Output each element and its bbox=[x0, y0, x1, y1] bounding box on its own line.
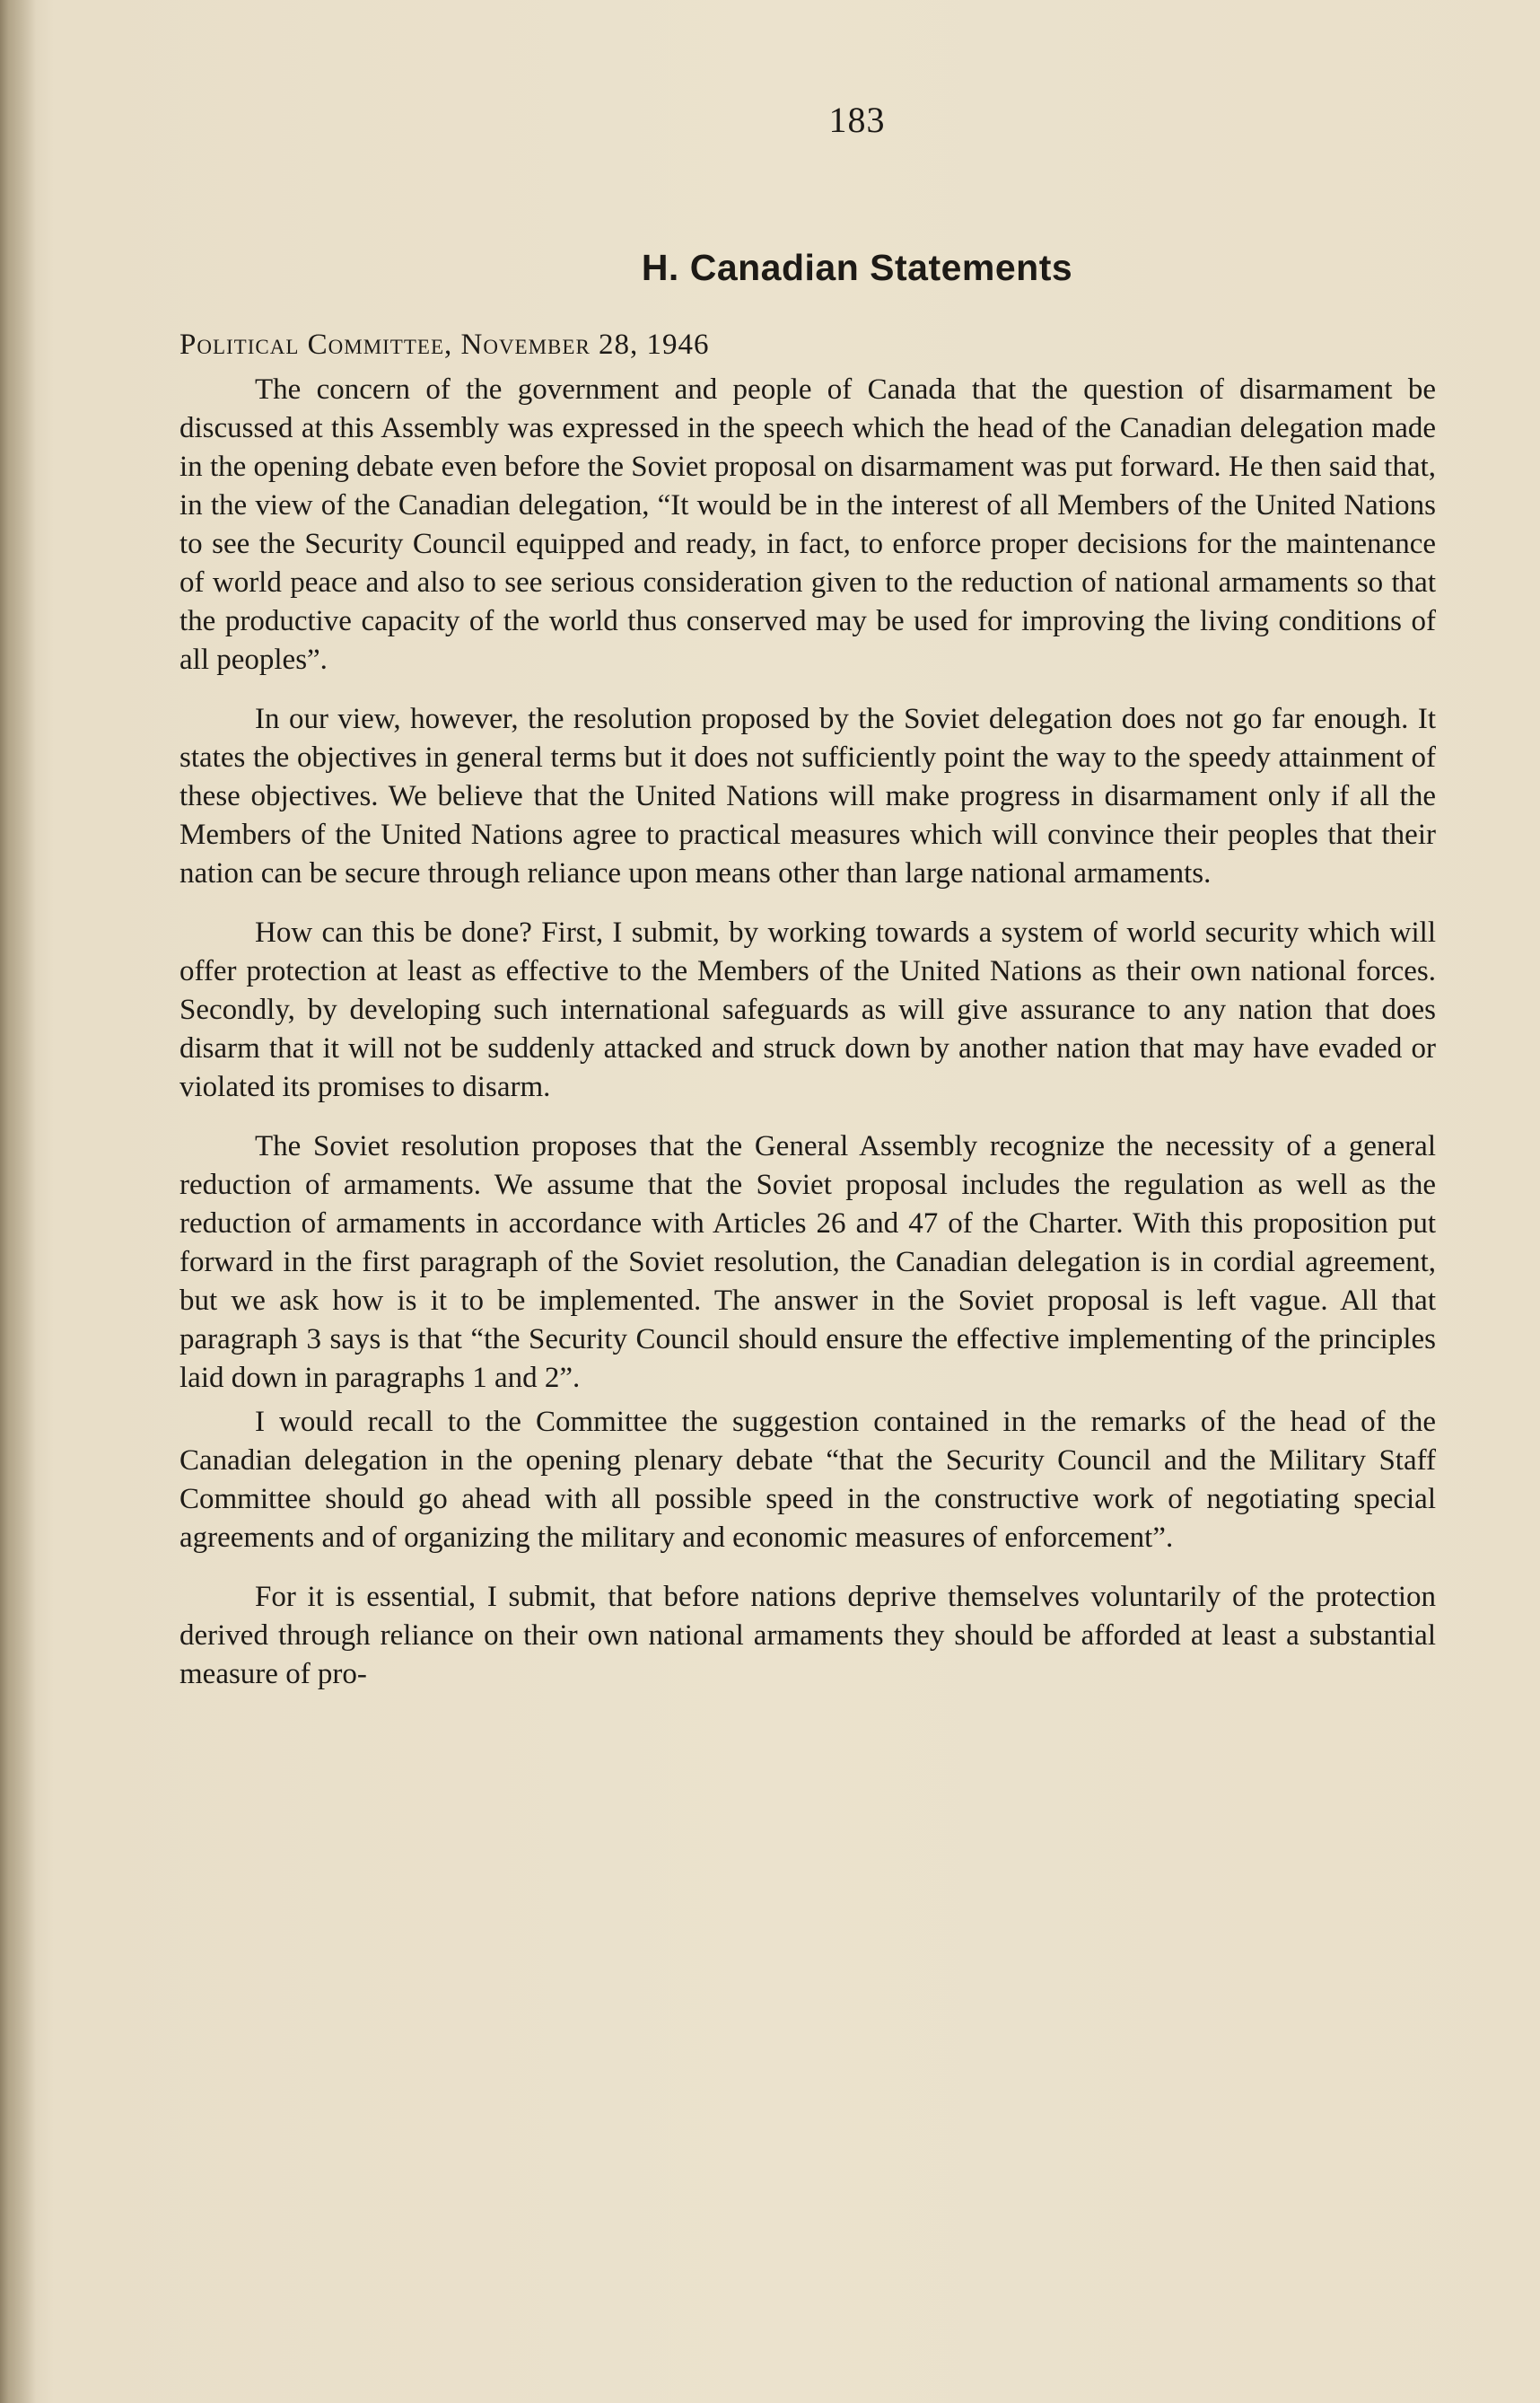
paragraph-5: I would recall to the Committee the suggestion contained in the remarks of the head of the Canadian delegation in the opening plenary debate “that the Security Council and the Military Staff Committee should go ahead with all possible speed in the constructive work of negotiating special agreements and of organizing the military and economic measures of enforcement”. bbox=[179, 1406, 1436, 1554]
section-title: H. Canadian Statements bbox=[641, 247, 1073, 288]
page-number: 183 bbox=[828, 100, 886, 140]
paragraph-4: The Soviet resolution proposes that the General Assembly recognize the necessity of a general reduction of armaments. We assume that the Soviet proposal includes the regulation as well as the reduction of armaments in accordance with Articles 26 and 47 of the Charter. With this proposition put forward in the first paragraph of the Soviet resolution, the Canadian delegation is in cordial agreement, but we ask how is it to be implemented. The answer in the Soviet proposal is left vague. All that paragraph 3 says is that “the Security Council should ensure the effective implementing of the principles laid down in paragraphs 1 and 2”. bbox=[179, 1130, 1436, 1394]
binding-edge bbox=[0, 0, 36, 2403]
paragraph-3: How can this be done? First, I submit, by working towards a system of world security which will offer protection at least as effective to the Members of the United Nations as their own national forces. Secondly, by developing such international safeguards as will give assurance to any nation that does disarm that it will not be suddenly attacked and struck down by another nation that may have evaded or violated its promises to disarm. bbox=[179, 916, 1436, 1103]
subheading: Political Committee, November 28, 1946 bbox=[179, 329, 710, 361]
paragraph-1: The concern of the government and people of Canada that the question of disarmament be discussed at this Assembly was expressed in the speech which the head of the Canadian delegation made in the opening debate even before the Soviet proposal on disarmament was put forward. He then said that, in the view of the Canadian delegation, “It would be in the interest of all Members of the United Nations to see the Security Council equipped and ready, in fact, to enforce proper decisions for the maintenance of world peace and also to see serious consideration given to the reduction of national armaments so that the productive capacity of the world thus conserved may be used for improving the living conditions of all peoples”. bbox=[179, 373, 1436, 676]
text-block bbox=[179, 99, 1436, 1715]
paragraph-2: In our view, however, the resolution proposed by the Soviet delegation does not go far enough. It states the objectives in general terms but it does not sufficiently point the way to the speedy attainment of these objectives. We believe that the United Nations will make progress in disarmament only if all the Members of the United Nations agree to practical measures which will convince their peoples that their nation can be secure through reliance upon means other than large national armaments. bbox=[179, 703, 1436, 890]
paragraph-6: For it is essential, I submit, that before nations deprive themselves voluntarily of the protection derived through reliance on their own national armaments they should be afforded at least a substantial measure of pro- bbox=[179, 1581, 1436, 1690]
